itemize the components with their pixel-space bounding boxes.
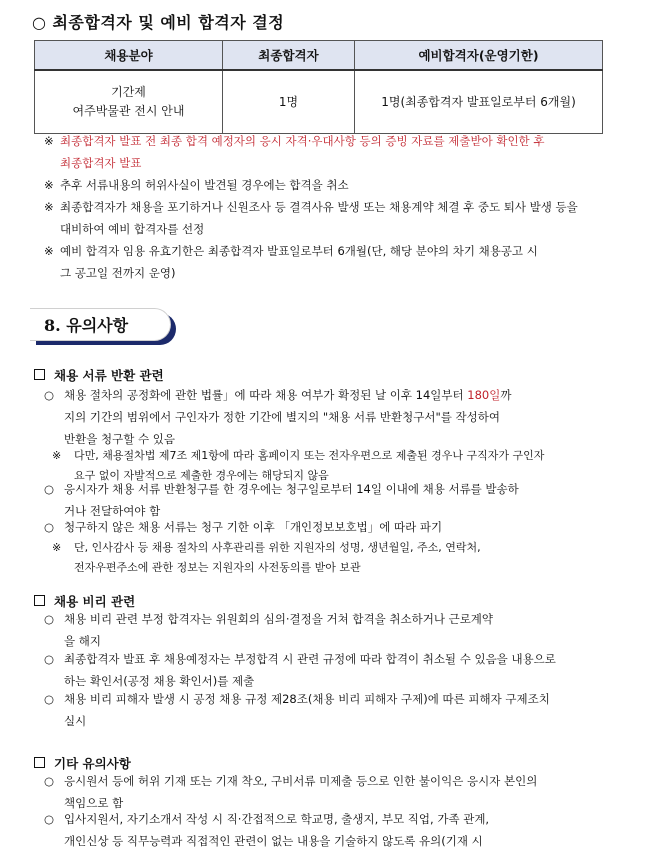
note-reserve-selection: ※ 최종합격자가 채용을 포기하거나 신원조사 등 결격사유 발생 또는 채용계약 체결 후 중도 퇴사 발생 등을 대비하여 예비 합격자를 선정 — [44, 200, 578, 236]
header-reserve: 예비합격자(운영기한) — [355, 41, 603, 71]
cell-field: 기간제 여주박물관 전시 안내 — [35, 70, 223, 134]
note-return-retention: ※ 단, 인사감사 등 채용 절차의 사후관리를 위한 지원자의 성명, 생년월일, 주소, 연락처, 전자우편주소에 관한 정보는 지원자의 사전동의를 받아 보관 — [52, 541, 481, 574]
subheading-hiring-corruption: 채용 비리 관련 — [34, 592, 135, 610]
subheading-document-return: 채용 서류 반환 관련 — [34, 366, 164, 384]
note-evidence: ※ 최종합격자 발표 전 최종 합격 예정자의 응시 자격·우대사항 등의 증빙 자료를 제출받아 확인한 후 최종합격자 발표 — [44, 134, 545, 170]
note-reserve-validity: ※ 예비 합격자 임용 유효기한은 최종합격자 발표일로부터 6개월(단, 해당 분야의 차기 채용공고 시 그 공고일 전까지 운영) — [44, 244, 538, 280]
note-return-exception: ※ 다만, 채용절차법 제7조 제1항에 따라 홈페이지 또는 전자우편으로 제출된 경우나 구직자가 구인자 요구 없이 자발적으로 제출한 경우에는 해당되지 않음 — [52, 449, 545, 482]
subheading-other-notes: 기타 유의사항 — [34, 754, 131, 772]
header-field: 채용분야 — [35, 41, 223, 71]
bullet-return-deadline: ○ 응시자가 채용 서류 반환청구를 한 경우에는 청구일로부터 14일 이내에 채용 서류를 발송하 거나 전달하여야 함 — [44, 482, 519, 518]
cell-final: 1명 — [223, 70, 355, 134]
checkbox-square-icon — [34, 595, 45, 606]
table-row — [35, 70, 603, 134]
section-8-badge — [30, 308, 178, 344]
header-final: 최종합격자 — [223, 41, 355, 71]
selection-table — [34, 40, 603, 134]
section-8-title: 8. 유의사항 — [44, 316, 129, 335]
bullet-other-blind-hiring: ○ 입사지원서, 자기소개서 작성 시 직·간접적으로 학교명, 출생지, 부모 직업, 가족 관계, 개인신상 등 직무능력과 직접적인 관련이 없는 내용을 기술하지 않도록 유의(기재 시 — [44, 812, 490, 848]
cell-reserve: 1명(최종합격자 발표일로부터 6개월) — [355, 70, 603, 134]
bullet-return-destroy: ○ 청구하지 않은 채용 서류는 청구 기한 이후 「개인정보보호법」에 따라 파기 — [44, 520, 443, 534]
bullet-return-request: ○ 채용 절차의 공정화에 관한 법률」에 따라 채용 여부가 확정된 날 이후 14일부터 180일까 지의 기간의 범위에서 구인자가 정한 기간에 별지의 "채용 서류 반환청구서"를 작성하여 반환을 청구할 수 있음 — [44, 388, 512, 446]
bullet-other-false-entry: ○ 응시원서 등에 허위 기재 또는 기재 착오, 구비서류 미제출 등으로 인한 불이익은 응시자 본인의 책임으로 함 — [44, 774, 538, 810]
circle-bullet: ○ — [32, 13, 47, 32]
checkbox-square-icon — [34, 369, 45, 380]
note-false-info: ※ 추후 서류내용의 허위사실이 발견될 경우에는 합격을 취소 — [44, 178, 349, 192]
bullet-corruption-confirmation: ○ 최종합격자 발표 후 채용예정자는 부정합격 시 관련 규정에 따라 합격이 취소될 수 있음을 내용으로 하는 확인서(공정 채용 확인서)를 제출 — [44, 652, 556, 688]
section-heading-final-selection — [32, 10, 284, 33]
checkbox-square-icon — [34, 757, 45, 768]
bullet-corruption-relief: ○ 채용 비리 피해자 발생 시 공정 채용 규정 제28조(채용 비리 피해자 구제)에 따른 피해자 구제조치 실시 — [44, 692, 550, 728]
heading-text: 최종합격자 및 예비 합격자 결정 — [52, 13, 285, 32]
table-header-row — [35, 41, 603, 71]
bullet-corruption-cancel: ○ 채용 비리 관련 부정 합격자는 위원회의 심의·결정을 거쳐 합격을 취소하거나 근로계약 을 해지 — [44, 612, 494, 648]
